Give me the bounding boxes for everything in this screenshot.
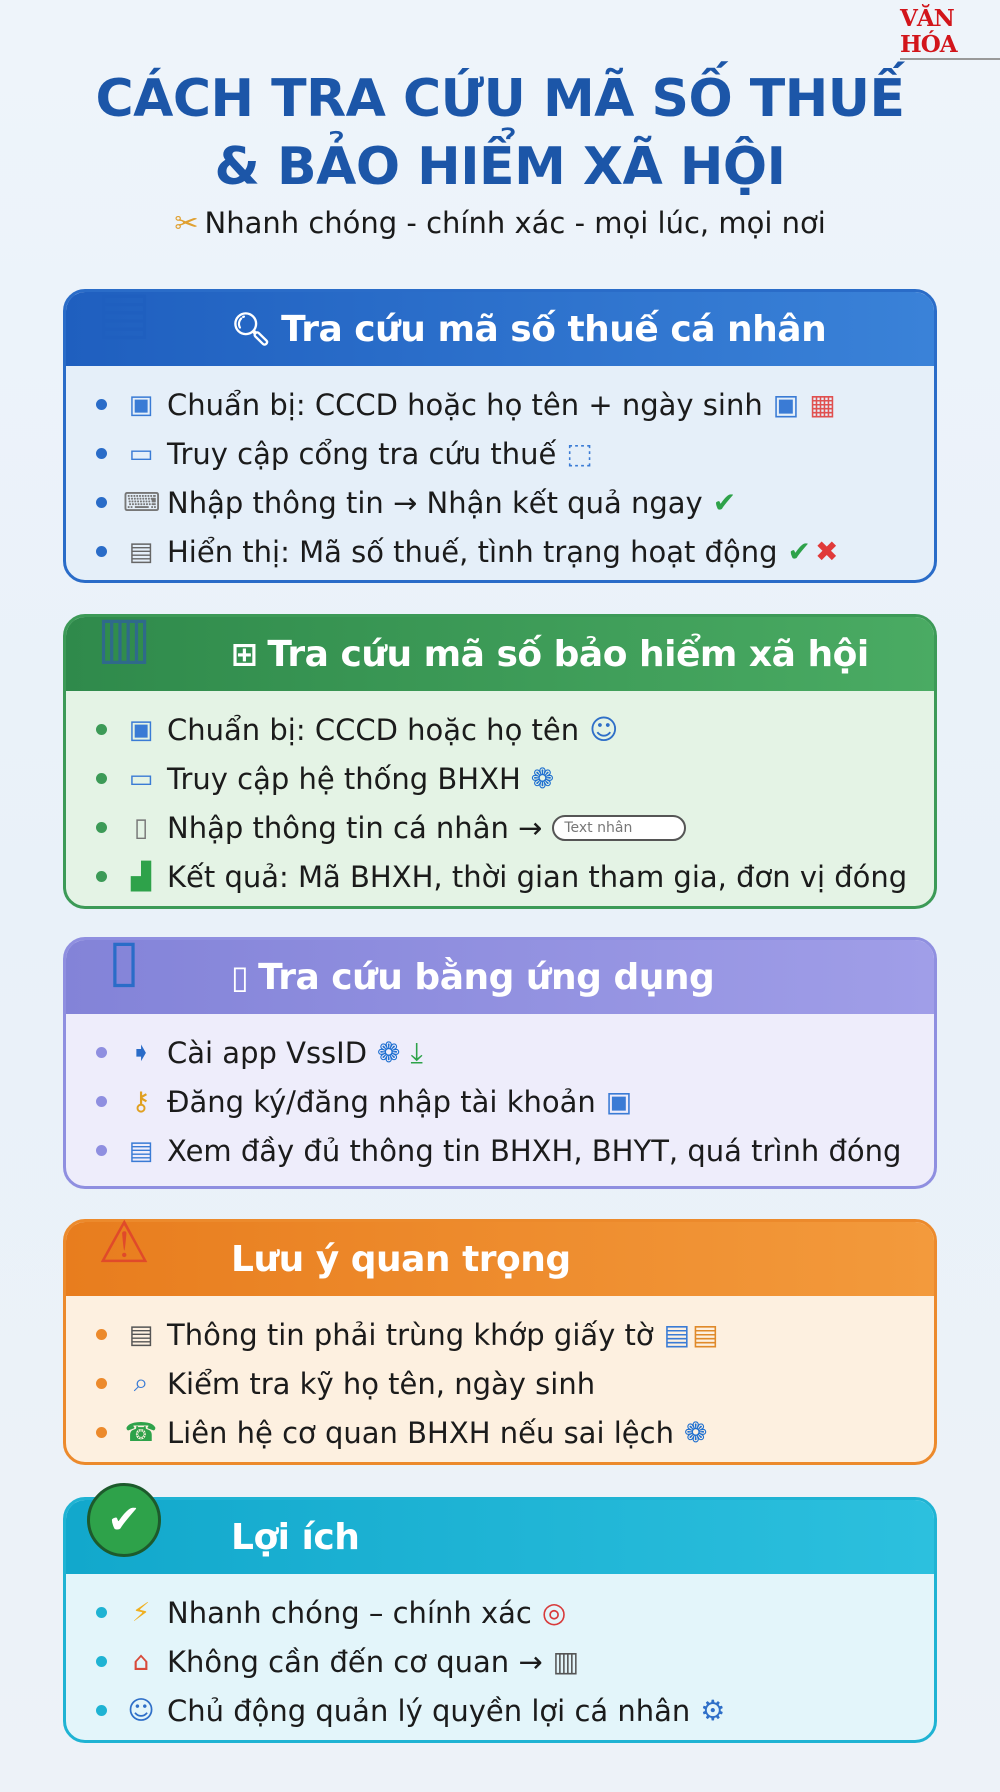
id-card-icon: ▣ (128, 714, 154, 745)
key-icon: ⚷ (131, 1086, 151, 1117)
magnifier-icon: ⌕ (133, 1368, 149, 1398)
item-text: Truy cập hệ thống BHXH (167, 761, 521, 796)
keyboard-icon: ⌨ (123, 487, 161, 518)
laptop-icon: ▭ (128, 438, 154, 469)
phone-arrow-icon: ➧ (130, 1037, 152, 1068)
cross-icon: ✖ (814, 535, 839, 568)
section-title: Tra cứu mã số thuế cá nhân (281, 308, 827, 350)
vssid-app-icon: ❁ (377, 1036, 401, 1069)
section-title: Tra cứu bằng ứng dụng (258, 956, 715, 998)
list-item (96, 803, 934, 852)
list-item (96, 1126, 934, 1175)
item-text: Chuẩn bị: CCCD hoặc họ tên (167, 712, 580, 747)
magnifier-icon: 🔍︎ (231, 310, 272, 348)
mouse-icon: ▯ (133, 812, 149, 843)
list-item (96, 1310, 934, 1359)
section-app-lookup (63, 926, 937, 1189)
section-title: Lợi ích (231, 1516, 360, 1558)
list-item (96, 754, 934, 803)
item-text: Kiểm tra kỹ họ tên, ngày sinh (167, 1366, 596, 1401)
chart-icon: ▟ (131, 861, 151, 892)
item-text: Thông tin phải trùng khớp giấy tờ (167, 1317, 654, 1352)
list-item (96, 1359, 934, 1408)
item-text: Truy cập cổng tra cứu thuế (167, 436, 557, 471)
item-text: Xem đầy đủ thông tin BHXH, BHYT, quá trình đóng (167, 1133, 902, 1168)
check-icon: ✔ (712, 486, 737, 519)
phone-icon: ▯ (108, 926, 140, 994)
section-title: Tra cứu mã số bảo hiểm xã hội (267, 633, 869, 675)
gears-icon: ⚙ (700, 1694, 726, 1727)
item-text: Đăng ký/đăng nhập tài khoản (167, 1084, 596, 1119)
building-icon: ▥ (552, 1645, 580, 1678)
list-item (96, 380, 934, 429)
hospital-icon: ▥ (96, 603, 152, 671)
document-check-icon: ▤ (128, 536, 154, 567)
target-icon: ◎ (541, 1596, 567, 1629)
list-item (96, 1077, 934, 1126)
monitor-icon: ▭ (128, 763, 154, 794)
item-text: Chuẩn bị: CCCD hoặc họ tên + ngày sinh (167, 387, 763, 422)
phone-call-icon: ☎ (124, 1417, 158, 1448)
check-icon: ✔ (787, 535, 811, 568)
section-title: Lưu ý quan trọng (231, 1238, 571, 1280)
hospital-icon: ⊞ (231, 635, 258, 673)
list-item (96, 1637, 934, 1686)
phone-icon: ▯ (231, 958, 249, 996)
subtitle (0, 206, 1000, 240)
documents-icon: ▤ (692, 1318, 719, 1351)
id-card-icon: ▣ (128, 389, 154, 420)
item-text: Kết quả: Mã BHXH, thời gian tham gia, đơn vị đóng (167, 859, 908, 894)
section-bhxh-lookup (63, 603, 937, 909)
check-circle-icon: ✔ (84, 1480, 164, 1560)
user-icon: ☺ (589, 713, 619, 746)
list-item (96, 478, 934, 527)
subtitle-text: Nhanh chóng - chính xác - mọi lúc, mọi nơi (204, 206, 826, 240)
bhxh-logo-icon: ❁ (683, 1416, 708, 1449)
van-hoa-logo: VĂN HÓA (900, 6, 1000, 60)
list-item (96, 852, 934, 901)
section-tax-lookup (63, 278, 937, 583)
documents-icon: ▤ (663, 1318, 691, 1351)
user-shield-icon: ☺ (127, 1695, 155, 1726)
section-benefits (63, 1497, 937, 1743)
list-item (96, 705, 934, 754)
id-card-icon: ▣ (605, 1085, 633, 1118)
document-icon: ▤ (128, 1319, 154, 1350)
text-input-sample: Text nhân (552, 815, 686, 841)
item-text: Nhanh chóng – chính xác (167, 1595, 532, 1630)
section-important-notes (63, 1208, 937, 1465)
item-text: Liên hệ cơ quan BHXH nếu sai lệch (167, 1415, 674, 1450)
page-title-line2: & BẢO HIỂM XÃ HỘI (214, 137, 786, 197)
item-text: Nhập thông tin → Nhận kết quả ngay (167, 485, 703, 520)
calendar-icon: ▦ (809, 388, 836, 421)
lightning-icon: ⚡ (131, 1597, 151, 1628)
home-icon: ⌂ (132, 1646, 150, 1677)
list-item (96, 429, 934, 478)
download-icon: ⤓ (410, 1035, 423, 1069)
list-item (96, 1588, 934, 1637)
list-item (96, 1408, 934, 1457)
tax-document-icon: ▤ (96, 278, 152, 346)
browser-cursor-icon: ⬚ (566, 437, 593, 470)
item-text: Không cần đến cơ quan → (167, 1644, 543, 1679)
item-text: Nhập thông tin cá nhân → (167, 810, 543, 845)
list-item (96, 1686, 934, 1735)
bhxh-logo-icon: ❁ (530, 762, 555, 795)
list-item (96, 527, 934, 576)
id-card-icon: ▣ (772, 388, 800, 421)
item-text: Cài app VssID (167, 1035, 368, 1070)
page-title-line1: CÁCH TRA CỨU MÃ SỐ THUẾ (95, 69, 905, 129)
card-icon: ▤ (128, 1135, 154, 1166)
item-text: Hiển thị: Mã số thuế, tình trạng hoạt động (167, 534, 778, 569)
item-text: Chủ động quản lý quyền lợi cá nhân (167, 1693, 691, 1728)
tools-icon: ✂ (174, 206, 199, 240)
warning-icon: ⚠ (98, 1208, 150, 1276)
list-item (96, 1028, 934, 1077)
